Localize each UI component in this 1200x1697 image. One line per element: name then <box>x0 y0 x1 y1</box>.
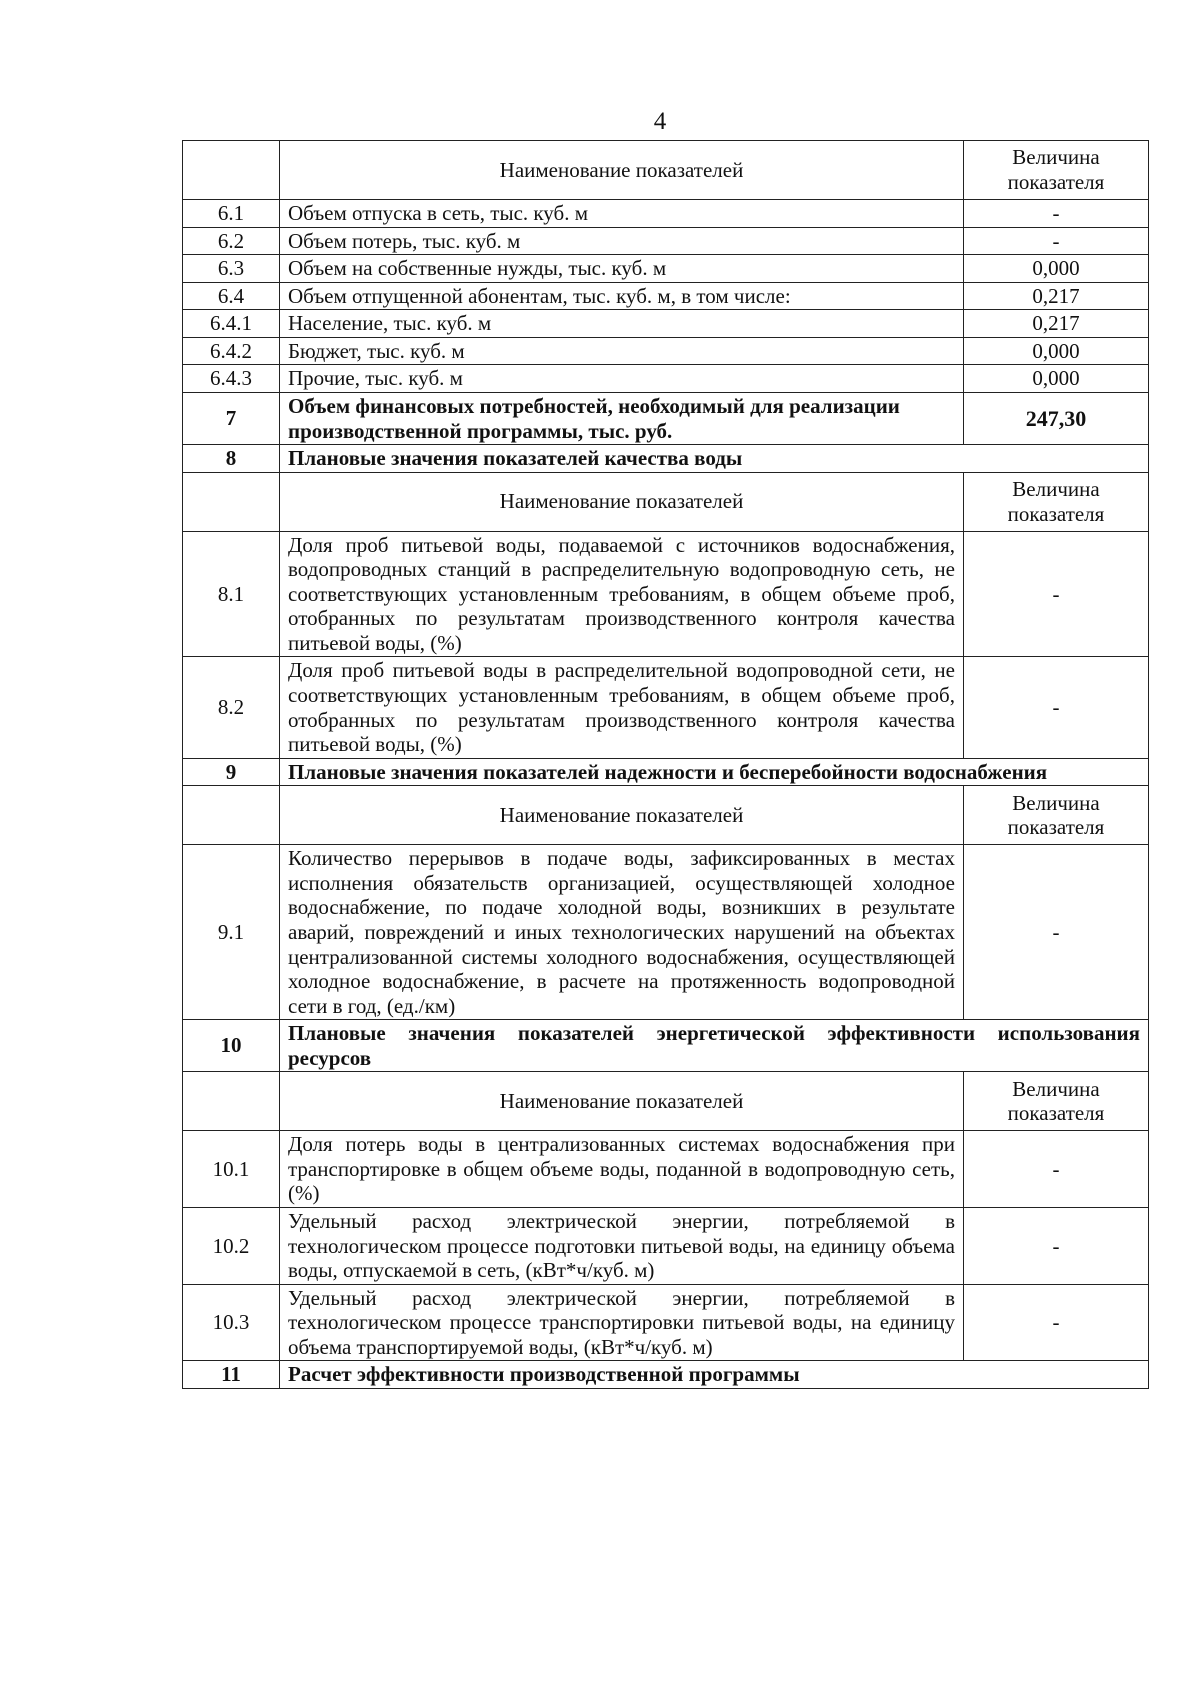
row-value: 0,000 <box>964 255 1149 283</box>
header-value-cell: Величина показателя <box>964 786 1149 845</box>
table-row <box>183 531 1149 657</box>
header-value-cell: Величина показателя <box>964 1072 1149 1131</box>
header-num-cell <box>183 1072 280 1131</box>
row-number: 8.2 <box>183 657 280 758</box>
row-value: 247,30 <box>964 392 1149 444</box>
header-num-cell <box>183 786 280 845</box>
header-name-cell: Наименование показателей <box>280 1072 964 1131</box>
row-value: - <box>964 227 1149 255</box>
section-number: 8 <box>183 445 280 473</box>
section-number: 9 <box>183 758 280 786</box>
table-row <box>183 200 1149 228</box>
table-row <box>183 255 1149 283</box>
row-name: Доля потерь воды в централизованных системах водоснабжения при транспортировке в общем объеме воды, поданной в водопроводную сеть, (%) <box>280 1131 964 1208</box>
row-name: Объем отпущенной абонентам, тыс. куб. м, в том числе: <box>280 282 964 310</box>
row-number: 7 <box>183 392 280 444</box>
row-number: 6.4.3 <box>183 365 280 393</box>
section-row-7 <box>183 392 1149 444</box>
table-row <box>183 657 1149 758</box>
section-heading-9 <box>183 758 1149 786</box>
row-name: Население, тыс. куб. м <box>280 310 964 338</box>
header-name-cell: Наименование показателей <box>280 786 964 845</box>
row-name: Объем потерь, тыс. куб. м <box>280 227 964 255</box>
table-row <box>183 282 1149 310</box>
header-value-cell: Величина показателя <box>964 472 1149 531</box>
indicators-table <box>182 140 1149 1389</box>
row-name: Объем отпуска в сеть, тыс. куб. м <box>280 200 964 228</box>
table-row <box>183 1131 1149 1208</box>
row-value: 0,000 <box>964 337 1149 365</box>
row-name: Удельный расход электрической энергии, потребляемой в технологическом процессе подготовки питьевой воды, на единицу объема воды, отпускаемой в сеть, (кВт*ч/куб. м) <box>280 1208 964 1285</box>
header-value-cell: Величина показателя <box>964 141 1149 200</box>
table-header-row <box>183 141 1149 200</box>
section-title: Плановые значения показателей надежности и бесперебойности водоснабжения <box>280 758 1149 786</box>
row-value: - <box>964 531 1149 657</box>
header-num-cell <box>183 472 280 531</box>
row-number: 6.4 <box>183 282 280 310</box>
section-title: Плановые значения показателей энергетической эффективности использования ресурсов <box>280 1020 1149 1072</box>
header-name-cell: Наименование показателей <box>280 141 964 200</box>
section-heading-11 <box>183 1361 1149 1389</box>
row-value: 0,217 <box>964 282 1149 310</box>
table-row <box>183 1208 1149 1285</box>
row-name: Бюджет, тыс. куб. м <box>280 337 964 365</box>
row-value: - <box>964 1131 1149 1208</box>
row-number: 10.2 <box>183 1208 280 1285</box>
subheader-row <box>183 1072 1149 1131</box>
table-row <box>183 1284 1149 1361</box>
header-num-cell <box>183 141 280 200</box>
section-heading-10 <box>183 1020 1149 1072</box>
row-value: - <box>964 200 1149 228</box>
row-name: Прочие, тыс. куб. м <box>280 365 964 393</box>
row-number: 10.1 <box>183 1131 280 1208</box>
row-number: 6.3 <box>183 255 280 283</box>
row-value: - <box>964 657 1149 758</box>
row-value: - <box>964 1284 1149 1361</box>
row-number: 9.1 <box>183 845 280 1020</box>
row-value: - <box>964 845 1149 1020</box>
table-row <box>183 310 1149 338</box>
row-value: 0,217 <box>964 310 1149 338</box>
section-number: 11 <box>183 1361 280 1389</box>
subheader-row <box>183 472 1149 531</box>
row-name: Удельный расход электрической энергии, потребляемой в технологическом процессе транспортировки питьевой воды, на единицу объема транспортируемой воды, (кВт*ч/куб. м) <box>280 1284 964 1361</box>
row-number: 6.1 <box>183 200 280 228</box>
table-row <box>183 365 1149 393</box>
row-name: Объем на собственные нужды, тыс. куб. м <box>280 255 964 283</box>
header-name-cell: Наименование показателей <box>280 472 964 531</box>
row-number: 6.4.1 <box>183 310 280 338</box>
row-number: 6.4.2 <box>183 337 280 365</box>
row-value: 0,000 <box>964 365 1149 393</box>
table-row <box>183 227 1149 255</box>
row-number: 8.1 <box>183 531 280 657</box>
row-name: Доля проб питьевой воды в распределительной водопроводной сети, не соответствующих установленным требованиям, в общем объеме проб, отобранных по результатам производственного контроля качества питьевой воды, (%) <box>280 657 964 758</box>
table-row <box>183 845 1149 1020</box>
section-heading-8 <box>183 445 1149 473</box>
table-row <box>183 337 1149 365</box>
row-number: 10.3 <box>183 1284 280 1361</box>
row-name: Объем финансовых потребностей, необходимый для реализации производственной программы, тыс. руб. <box>280 392 964 444</box>
subheader-row <box>183 786 1149 845</box>
row-value: - <box>964 1208 1149 1285</box>
section-title: Плановые значения показателей качества воды <box>280 445 1149 473</box>
section-title: Расчет эффективности производственной программы <box>280 1361 1149 1389</box>
page-number: 4 <box>653 108 667 135</box>
section-number: 10 <box>183 1020 280 1072</box>
row-number: 6.2 <box>183 227 280 255</box>
row-name: Количество перерывов в подаче воды, зафиксированных в местах исполнения обязательств организацией, осуществляющей холодное водоснабжение, по подаче холодной воды, возникших в результате аварий, повреждений и иных технологических нарушений на объектах централизованной системы холодного водоснабжения, осуществляющей холодное водоснабжение, в расчете на протяженность водопроводной сети в год, (ед./км) <box>280 845 964 1020</box>
row-name: Доля проб питьевой воды, подаваемой с источников водоснабжения, водопроводных станций в распределительную водопроводную сеть, не соответствующих установленным требованиям, в общем объеме проб, отобранных по результатам производственного контроля качества питьевой воды, (%) <box>280 531 964 657</box>
